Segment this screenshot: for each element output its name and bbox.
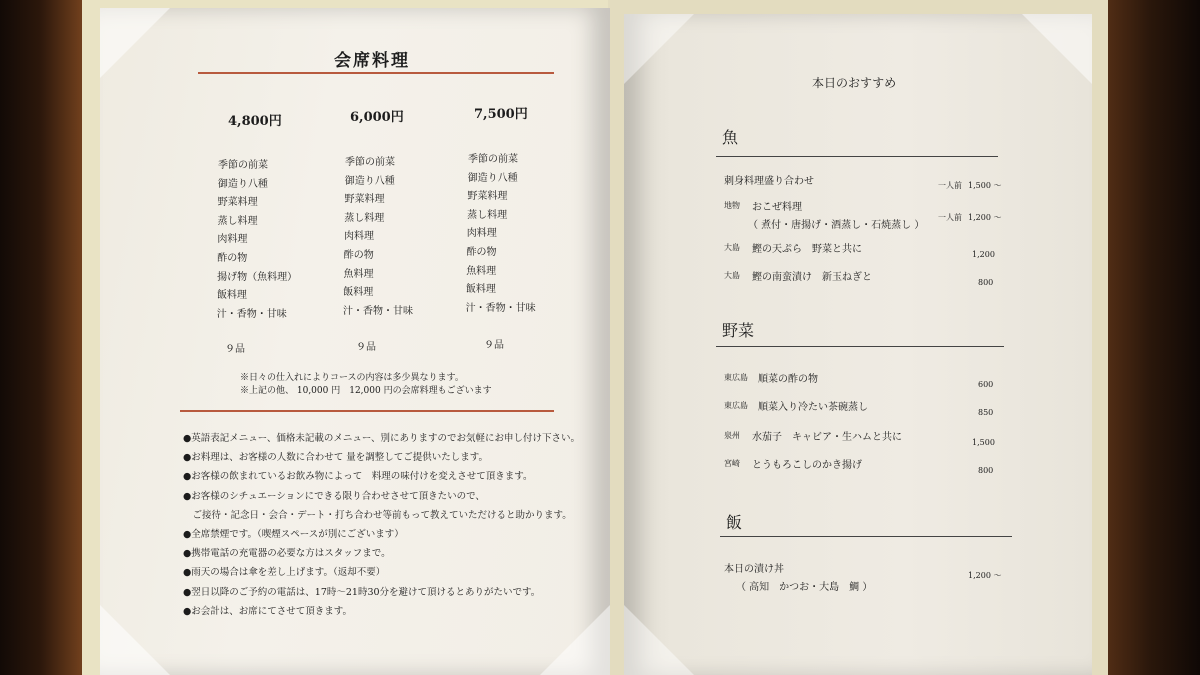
- course-item: 酢の物: [466, 247, 497, 258]
- course-item: 野菜料理: [217, 197, 258, 209]
- course-count: ９品: [484, 340, 504, 351]
- item-name: 水茄子 キャビア・生ハムと共に: [752, 432, 902, 443]
- section-divider: [720, 536, 1012, 537]
- course-item: 肉料理: [466, 228, 497, 240]
- item-name: 鰹の南蛮漬け 新玉ねぎと: [752, 272, 872, 283]
- item-name: 本日の漬け丼: [724, 564, 784, 575]
- item-price: 1,200 ～: [968, 571, 1002, 580]
- policy-item: ●翌日以降のご予約の電話は、17時～21時30分を避けて頂けるとありがたいです。: [183, 586, 541, 598]
- item-price: 600: [978, 380, 994, 389]
- photo-corner: [624, 14, 694, 84]
- course-note: ※上記の他、 10,000 円 12,000 円の会席料理もございます: [240, 386, 492, 396]
- item-origin: 東広島: [724, 401, 748, 410]
- item-origin: 泉州: [724, 431, 740, 440]
- policy-item: ●お料理は、お客様の人数に合わせて 量を調整してご提供いたします。: [183, 452, 489, 464]
- item-unit: 一人前: [938, 213, 962, 222]
- policy-item: ●全席禁煙です。（喫煙スペースが別にございます）: [183, 529, 404, 540]
- section-divider: [716, 156, 998, 157]
- section-heading: 飯: [726, 513, 743, 532]
- course-price: 4,800円: [228, 114, 282, 129]
- item-price: 1,500: [972, 438, 995, 447]
- section-divider: [716, 346, 1004, 347]
- item-origin: 大島: [724, 271, 740, 280]
- policy-item: ●お会計は、お席にてさせて頂きます。: [183, 605, 353, 617]
- course-item: 蒸し料理: [344, 212, 385, 224]
- item-detail: （ 煮付・唐揚げ・酒蒸し・石焼蒸し ）: [748, 220, 925, 231]
- course-item: 季節の前菜: [345, 157, 395, 168]
- course-item: 酢の物: [217, 253, 248, 264]
- photo-corner: [100, 605, 170, 675]
- course-count: ９品: [225, 344, 245, 355]
- policy-item: ●携帯電話の充電器の必要な方はスタッフまで。: [183, 548, 391, 560]
- course-item: 野菜料理: [344, 194, 385, 206]
- course-item: 魚料理: [466, 265, 497, 277]
- item-origin: 宮崎: [724, 459, 740, 468]
- section-heading: 魚: [722, 128, 739, 147]
- item-price: 1,200: [972, 250, 995, 259]
- section-heading: 野菜: [722, 321, 755, 340]
- policy-item: ●お客様のシチュエーションにできる限り合わせさせて頂きたいので、: [183, 490, 485, 502]
- course-count: ９品: [356, 342, 376, 353]
- policy-item: ●お客様の飲まれているお飲み物によって 料理の味付けを変えさせて頂きます。: [183, 471, 533, 483]
- course-item: 汁・香物・甘味: [216, 308, 287, 320]
- item-origin: 大島: [724, 243, 740, 252]
- item-origin: 地物: [724, 201, 740, 210]
- item-detail: （ 高知 かつお・大島 鯛 ）: [736, 582, 873, 593]
- item-name: 鰹の天ぷら 野菜と共に: [752, 244, 862, 255]
- course-item: 御造り八種: [344, 175, 395, 187]
- item-name: とうもろこしのかき揚げ: [752, 460, 862, 471]
- course-item: 肉料理: [344, 231, 374, 243]
- item-name: 順菜入り冷たい茶碗蒸し: [758, 402, 868, 413]
- course-item: 季節の前菜: [218, 160, 268, 171]
- item-price: 1,200 ～: [968, 213, 1002, 222]
- course-item: 汁・香物・甘味: [465, 302, 536, 314]
- item-price: 800: [978, 278, 994, 287]
- course-item: 蒸し料理: [217, 215, 258, 227]
- course-item: 飯料理: [465, 284, 496, 296]
- course-item: 肉料理: [217, 234, 248, 246]
- course-price: 6,000円: [350, 110, 404, 125]
- course-item: 野菜料理: [467, 191, 508, 203]
- photo-corner: [100, 8, 170, 78]
- recommend-title: 本日のおすすめ: [812, 76, 897, 90]
- course-item: 蒸し料理: [467, 209, 508, 221]
- item-price: 1,500 ～: [968, 181, 1002, 190]
- course-item: 季節の前菜: [468, 154, 518, 165]
- course-price: 7,500円: [474, 107, 528, 122]
- notes-divider: [180, 410, 554, 412]
- photo-corner: [624, 605, 694, 675]
- course-item: 汁・香物・甘味: [343, 305, 413, 317]
- course-item: 飯料理: [343, 287, 374, 299]
- photo-corner: [1022, 14, 1092, 84]
- policy-item: ご接待・記念日・会合・デート・打ち合わせ等前もって教えていただけると助かります。: [183, 509, 572, 521]
- policy-item: ●英語表記メニュー、価格未記載のメニュー、別にありますのでお気軽にお申し付け下さい。: [183, 433, 581, 444]
- course-note: ※日々の仕入れによりコースの内容は多少異なります。: [240, 373, 464, 383]
- course-item: 御造り八種: [217, 178, 268, 190]
- course-item: 飯料理: [216, 290, 247, 302]
- policy-item: ●雨天の場合は傘を差し上げます。（返却不要）: [183, 567, 386, 579]
- item-origin: 東広島: [724, 373, 748, 382]
- item-name: 刺身料理盛り合わせ: [724, 176, 814, 187]
- photo-corner: [540, 605, 610, 675]
- item-name: 順菜の酢の物: [758, 374, 818, 385]
- course-item: 酢の物: [343, 250, 374, 261]
- item-price: 800: [978, 466, 994, 475]
- item-name: おこぜ料理: [752, 202, 802, 213]
- item-unit: 一人前: [938, 181, 962, 190]
- course-item: 魚料理: [343, 268, 374, 280]
- item-price: 850: [978, 408, 994, 417]
- title-divider: [198, 72, 554, 74]
- menu-page-right: [624, 14, 1092, 675]
- course-item: 御造り八種: [467, 172, 518, 184]
- kaiseki-title: 会席料理: [334, 51, 410, 71]
- course-item: 揚げ物（魚料理）: [217, 271, 298, 283]
